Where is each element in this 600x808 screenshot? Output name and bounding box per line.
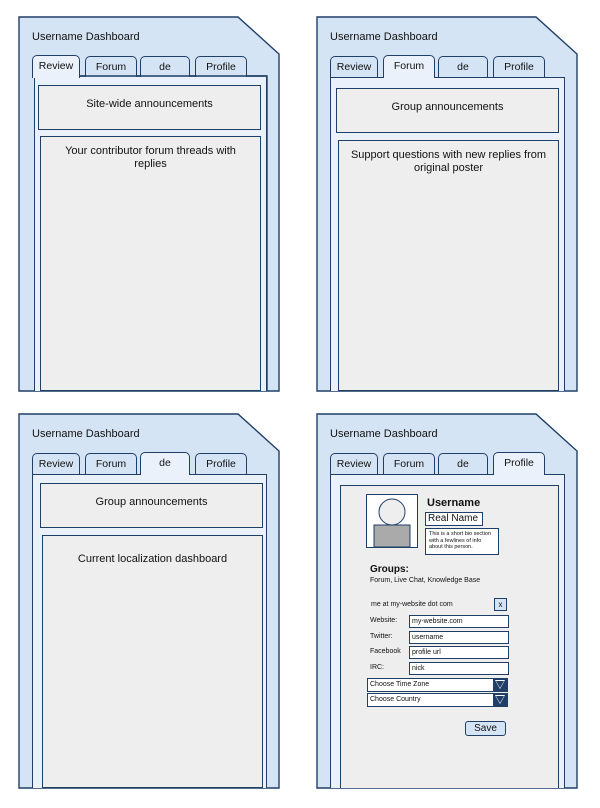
tab-profile[interactable]: Profile [493, 56, 545, 77]
website-label: Website: [370, 617, 398, 624]
tab-forum[interactable]: Forum [85, 56, 137, 77]
panel-title: Username Dashboard [32, 428, 140, 440]
tab-review[interactable]: Review [330, 453, 378, 474]
timezone-value: Choose Time Zone [370, 681, 430, 688]
user-silhouette-icon [367, 495, 417, 547]
twitter-label: Twitter: [370, 633, 393, 640]
dashboard-panel-de [18, 413, 280, 789]
email-text: me at my-website dot com [371, 601, 453, 608]
tab-forum[interactable]: Forum [383, 55, 435, 78]
chevron-down-icon[interactable] [493, 693, 508, 707]
chevron-down-icon[interactable] [493, 678, 508, 692]
facebook-input[interactable]: profile url [409, 646, 509, 659]
twitter-input[interactable]: username [409, 631, 509, 644]
announcement-text: Group announcements [95, 496, 208, 508]
forum-threads-box [40, 136, 261, 391]
announcement-box [40, 483, 263, 528]
tab-forum[interactable]: Forum [383, 453, 435, 474]
website-input[interactable]: my-website.com [409, 615, 509, 628]
tab-de[interactable]: de [438, 453, 488, 474]
tab-de[interactable]: de [140, 452, 190, 475]
irc-label: IRC: [370, 664, 384, 671]
panel-title: Username Dashboard [32, 31, 140, 43]
panel-title: Username Dashboard [330, 31, 438, 43]
tab-de[interactable]: de [438, 56, 488, 77]
tab-profile[interactable]: Profile [195, 56, 247, 77]
tab-de[interactable]: de [140, 56, 190, 77]
avatar [366, 494, 418, 548]
profile-content [340, 485, 559, 788]
support-questions-box [338, 140, 559, 391]
tab-profile[interactable]: Profile [493, 452, 545, 475]
real-name-field[interactable]: Real Name [425, 512, 483, 526]
save-button[interactable]: Save [465, 721, 506, 736]
tab-profile[interactable]: Profile [195, 453, 247, 474]
country-select[interactable] [367, 693, 508, 707]
tab-review[interactable]: Review [32, 453, 80, 474]
close-button[interactable]: x [494, 598, 507, 611]
panel-title: Username Dashboard [330, 428, 438, 440]
facebook-label: Facebook [370, 648, 401, 655]
tab-forum[interactable]: Forum [85, 453, 137, 474]
content-text: Support questions with new replies from original poster [350, 149, 547, 174]
content-text: Your contributor forum threads with replies [65, 145, 236, 170]
username-label: Username [427, 497, 481, 509]
country-value: Choose Country [370, 696, 421, 703]
dashboard-panel-profile [316, 413, 578, 789]
tab-review[interactable]: Review [330, 56, 378, 77]
bio-text[interactable]: This is a short bio section with a fewlines of info about this person. [425, 528, 499, 555]
timezone-select[interactable] [367, 678, 508, 692]
dashboard-panel-forum [316, 16, 578, 392]
groups-list: Forum, Live Chat, Knowledge Base [370, 577, 481, 584]
localization-box [42, 535, 263, 788]
announcement-box [38, 85, 261, 130]
announcement-text: Group announcements [391, 101, 504, 113]
groups-heading: Groups: [370, 564, 409, 575]
tab-review[interactable]: Review [32, 55, 80, 78]
content-text: Current localization dashboard [77, 553, 228, 565]
dashboard-panel-review [18, 16, 280, 392]
irc-input[interactable]: nick [409, 662, 509, 675]
announcement-box [336, 88, 559, 133]
announcement-text: Site-wide announcements [86, 98, 213, 110]
